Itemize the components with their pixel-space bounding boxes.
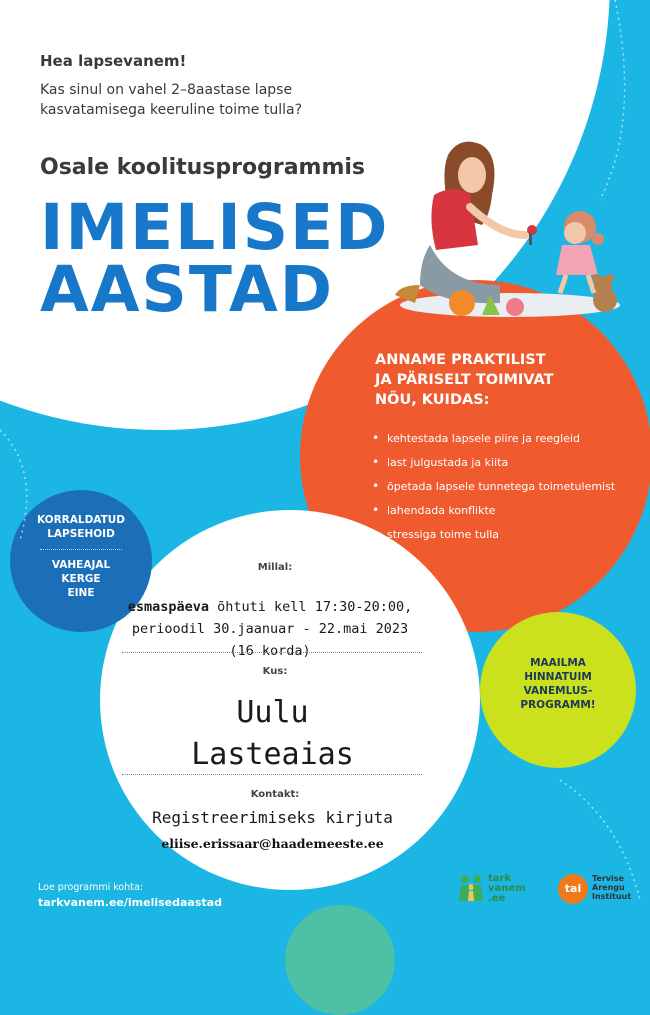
- where-line-2: Lasteaias: [191, 737, 354, 772]
- badge-left-line-1: KORRALDATUD: [36, 514, 125, 526]
- logo1-line-2: vanem: [488, 883, 526, 894]
- logo1-line-1: tark: [488, 873, 512, 884]
- when-time: õhtuti kell 17:30-20:00,: [209, 599, 413, 615]
- contact-email[interactable]: eliise.erissaar@haademeeste.ee: [161, 836, 384, 851]
- title-line-2: AASTAD: [40, 253, 335, 326]
- tai-logo-mark: tai: [558, 874, 588, 904]
- badge-left-line-3: VAHEAJAL: [51, 559, 111, 571]
- when-label: Millal:: [257, 562, 293, 573]
- greeting: Hea lapsevanem!: [40, 52, 187, 70]
- question-text: [40, 80, 340, 120]
- badge-right-line-3: VANEMLUS-: [523, 685, 593, 697]
- advice-item: • lahendada konflikte: [372, 504, 632, 517]
- when-line-2: perioodil 30.jaanuar - 22.mai 2023: [131, 621, 409, 637]
- program-link[interactable]: tarkvanem.ee/imelisedaastad: [38, 896, 222, 909]
- tai-logo-text: [592, 874, 631, 901]
- snack-text: [10, 558, 152, 600]
- tarkvanem-logo: [488, 874, 526, 904]
- badge-right-line-4: PROGRAMM!: [520, 699, 596, 711]
- question-line-1: Kas sinul on vahel 2–8aastase lapse: [40, 82, 293, 98]
- childcare-text: [10, 513, 152, 541]
- where-details: [150, 692, 395, 776]
- when-line-3: (16 korda): [229, 643, 311, 659]
- title-line-1: IMELISED: [40, 191, 390, 264]
- advice-item: • last julgustada ja kiita: [372, 456, 632, 469]
- advice-heading-line-1: ANNAME PRAKTILIST: [375, 352, 546, 368]
- join-text: Osale koolitusprogrammis: [40, 155, 366, 180]
- badge-left-line-5: EINE: [67, 587, 95, 599]
- contact-label: Kontakt:: [250, 789, 300, 800]
- best-program-badge: [480, 656, 636, 712]
- advice-heading-line-2: JA PÄRISELT TOIMIVAT: [375, 372, 554, 388]
- logo2-line-1: Tervise: [592, 874, 624, 883]
- family-icon: [456, 873, 486, 903]
- where-line-1: Uulu: [236, 695, 309, 730]
- logo2-line-3: Instituut: [592, 892, 632, 901]
- logo1-line-3: .ee: [488, 893, 506, 904]
- question-line-2: kasvatamisega keeruline toime tulla?: [40, 102, 302, 118]
- when-line-1: [105, 596, 435, 618]
- badge-left-line-4: KERGE: [61, 573, 101, 585]
- advice-item: • õpetada lapsele tunnetega toimetulemist: [372, 480, 632, 493]
- logo2-line-2: Arengu: [592, 883, 625, 892]
- when-day: esmaspäeva: [127, 599, 210, 615]
- where-label: Kus:: [262, 666, 288, 677]
- advice-list: [372, 432, 632, 552]
- advice-heading-line-3: NÕU, KUIDAS:: [375, 392, 490, 408]
- badge-left-line-2: LAPSEHOID: [47, 528, 115, 540]
- advice-heading: [375, 350, 615, 410]
- divider: [122, 774, 422, 775]
- advice-item: • kehtestada lapsele piire ja reegleid: [372, 432, 632, 445]
- contact-instruction: Registreerimiseks kirjuta: [152, 808, 393, 827]
- badge-right-line-2: HINNATUIM: [524, 671, 592, 683]
- advice-item: • stressiga toime tulla: [372, 528, 632, 541]
- mother-child-illustration: [390, 135, 635, 335]
- read-more-label: Loe programmi kohta:: [38, 882, 144, 893]
- divider: [122, 652, 422, 653]
- badge-right-line-1: MAAILMA: [530, 657, 586, 669]
- badge-divider: [40, 549, 122, 550]
